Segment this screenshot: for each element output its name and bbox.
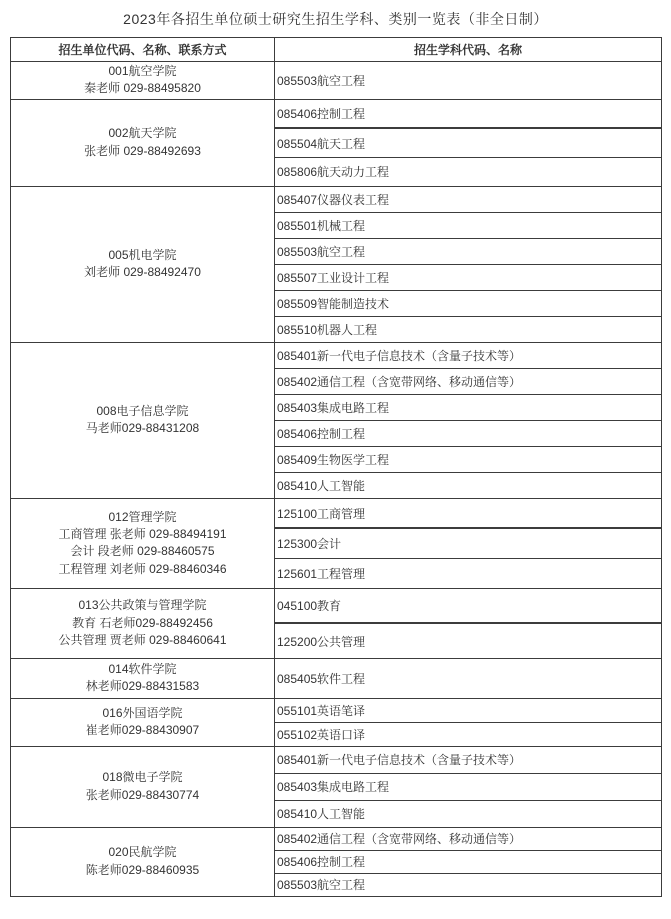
unit-cell <box>11 827 275 896</box>
subject-cell: 085407仪器仪表工程 <box>275 186 662 212</box>
subject-cell: 085409生物医学工程 <box>275 446 662 472</box>
subject-column-header: 招生学科代码、名称 <box>275 38 662 62</box>
page-title: 2023年各招生单位硕士研究生招生学科、类别一览表（非全日制） <box>123 11 548 27</box>
unit-line: 018微电子学院 <box>102 770 183 785</box>
subject-cell: 085402通信工程（含宽带网络、移动通信等） <box>275 368 662 394</box>
subject-cell: 085406控制工程 <box>275 99 662 128</box>
subject-cell: 085509智能制造技术 <box>275 290 662 316</box>
subject-cell: 085402通信工程（含宽带网络、移动通信等） <box>275 827 662 850</box>
subject-cell: 085503航空工程 <box>275 62 662 100</box>
unit-cell <box>11 498 275 588</box>
subject-cell: 085410人工智能 <box>275 472 662 498</box>
table-row <box>11 746 662 773</box>
unit-line: 008电子信息学院 <box>96 403 189 418</box>
unit-line: 001航空学院 <box>108 64 177 78</box>
subject-cell: 085403集成电路工程 <box>275 773 662 800</box>
unit-line: 工商管理 张老师 029-88494191 <box>58 526 227 541</box>
table-header-row <box>11 38 662 62</box>
unit-line: 012管理学院 <box>108 509 177 524</box>
unit-line: 020民航学院 <box>108 845 177 860</box>
unit-line: 013公共政策与管理学院 <box>78 598 207 613</box>
table-row <box>11 658 662 698</box>
unit-line: 教育 石老师029-88492456 <box>72 615 213 630</box>
units-table-body <box>11 62 662 897</box>
unit-cell <box>11 746 275 827</box>
table-row <box>11 498 662 528</box>
subject-cell: 125601工程管理 <box>275 558 662 588</box>
table-row <box>11 698 662 722</box>
subject-cell: 085406控制工程 <box>275 420 662 446</box>
unit-cell <box>11 186 275 342</box>
subject-cell: 085504航天工程 <box>275 128 662 157</box>
unit-line: 016外国语学院 <box>102 705 183 720</box>
unit-line: 005机电学院 <box>108 247 177 262</box>
unit-line: 会计 段老师 029-88460575 <box>70 544 215 559</box>
unit-cell <box>11 62 275 100</box>
table-row <box>11 588 662 623</box>
subject-cell: 085507工业设计工程 <box>275 264 662 290</box>
unit-cell <box>11 658 275 698</box>
unit-cell <box>11 588 275 658</box>
subject-cell: 055102英语口译 <box>275 722 662 746</box>
table-row <box>11 62 662 100</box>
subject-cell: 125100工商管理 <box>275 498 662 528</box>
table-row <box>11 99 662 128</box>
unit-line: 马老师029-88431208 <box>85 421 200 436</box>
subject-cell: 085401新一代电子信息技术（含量子技术等） <box>275 342 662 368</box>
unit-cell <box>11 698 275 746</box>
unit-line: 张老师029-88430774 <box>85 787 200 802</box>
unit-line: 林老师029-88431583 <box>85 679 200 694</box>
table-row <box>11 186 662 212</box>
table-row <box>11 342 662 368</box>
subject-cell: 085410人工智能 <box>275 800 662 827</box>
unit-line: 工程管理 刘老师 029-88460346 <box>58 561 227 576</box>
unit-line: 陈老师029-88460935 <box>85 862 200 877</box>
subject-cell: 125200公共管理 <box>275 623 662 658</box>
unit-cell <box>11 99 275 186</box>
unit-line: 014软件学院 <box>108 661 177 676</box>
table-row <box>11 827 662 850</box>
unit-line: 张老师 029-88492693 <box>84 143 201 158</box>
unit-line: 秦老师 029-88495820 <box>84 81 201 96</box>
units-table <box>10 37 662 897</box>
unit-line: 公共管理 贾老师 029-88460641 <box>58 632 227 647</box>
unit-line: 002航天学院 <box>108 126 177 141</box>
subject-cell: 045100教育 <box>275 588 662 623</box>
unit-line: 刘老师 029-88492470 <box>84 265 201 280</box>
subject-cell: 085401新一代电子信息技术（含量子技术等） <box>275 746 662 773</box>
subject-cell: 085405软件工程 <box>275 658 662 698</box>
subject-cell: 055101英语笔译 <box>275 698 662 722</box>
unit-line: 崔老师029-88430907 <box>85 723 200 738</box>
subject-cell: 085503航空工程 <box>275 238 662 264</box>
subject-cell: 125300会计 <box>275 528 662 558</box>
unit-cell <box>11 342 275 498</box>
subject-cell: 085403集成电路工程 <box>275 394 662 420</box>
subject-cell: 085406控制工程 <box>275 850 662 873</box>
unit-column-header: 招生单位代码、名称、联系方式 <box>11 38 275 62</box>
subject-cell: 085501机械工程 <box>275 212 662 238</box>
subject-cell: 085806航天动力工程 <box>275 157 662 186</box>
subject-cell: 085503航空工程 <box>275 873 662 896</box>
subject-cell: 085510机器人工程 <box>275 316 662 342</box>
